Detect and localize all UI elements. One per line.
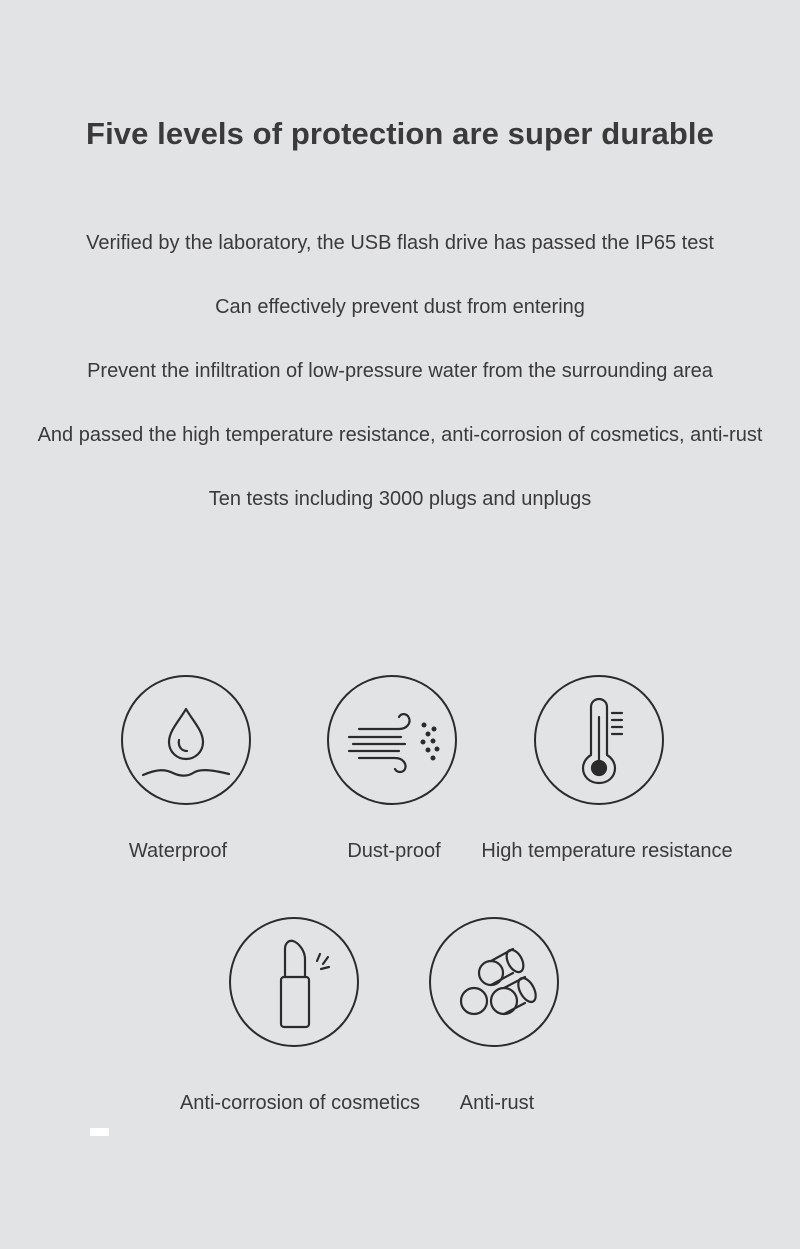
feature-label-anti-corrosion: Anti-corrosion of cosmetics bbox=[179, 1092, 421, 1114]
pipes-icon bbox=[429, 917, 559, 1047]
description-line-1: Verified by the laboratory, the USB flash drive has passed the IP65 test bbox=[86, 232, 714, 254]
description-line-3: Prevent the infiltration of low-pressure water from the surrounding area bbox=[87, 360, 713, 382]
description-line-5: Ten tests including 3000 plugs and unplugs bbox=[208, 488, 592, 510]
description-line-2: Can effectively prevent dust from entering bbox=[215, 296, 585, 318]
water-drop-icon bbox=[121, 675, 251, 805]
feature-label-dust-proof: Dust-proof bbox=[347, 840, 441, 862]
feature-label-high-temperature: High temperature resistance bbox=[481, 840, 733, 862]
thermometer-icon bbox=[534, 675, 664, 805]
decorative-mark bbox=[90, 1128, 109, 1136]
description-line-4: And passed the high temperature resistance, anti-corrosion of cosmetics, anti-rust bbox=[37, 424, 763, 446]
feature-label-anti-rust: Anti-rust bbox=[459, 1092, 535, 1114]
dust-wind-icon bbox=[327, 675, 457, 805]
feature-label-waterproof: Waterproof bbox=[128, 840, 228, 862]
page-title: Five levels of protection are super durable bbox=[86, 116, 714, 151]
lipstick-icon bbox=[229, 917, 359, 1047]
